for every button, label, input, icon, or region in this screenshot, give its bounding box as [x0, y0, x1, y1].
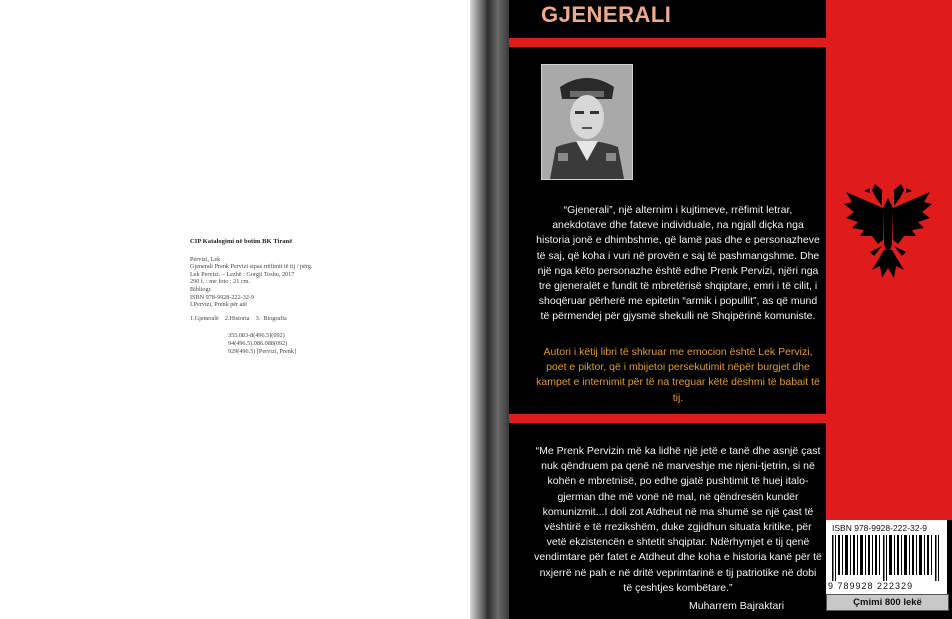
portrait-image [542, 65, 632, 179]
cip-block [190, 238, 380, 355]
cip-page [0, 0, 470, 619]
flag-band-top [826, 0, 952, 38]
cip-subjects: 1.Gjeneralë 2.Historia 3. Biografia [190, 314, 287, 322]
isbn-label: ISBN 978-9928-222-32-9 [832, 523, 927, 533]
cip-class-3: 929(496.5) [Pervizi, Prenk] [228, 347, 297, 355]
general-portrait [541, 64, 633, 180]
cover-quote: “Me Prenk Pervizin më ka lidhë një jetë e tanë dhe asnjë çast nuk qëndruem pa qenë në marveshje me njeni-tjetrin, si në kohën e mbretnisë, po edhe gjatë pushtimit të huej italo-gjerman dhe më vonë në mal, në qëndresën kundër komunizmit...I doli zot Atdheut në ma shumë se një çast të vështirë e të rrezikshëm, duke zgjidhun situata kritike, për vetë ekzistencën e shtetit shqiptar. Ndërhymjet e tij qenë vendimtare për fatet e Atdheut dhe koha e historia kanë për të nxjerrë në pah e në dritë veprimtarinë e tij patriotike në dobi të çeshtjes kombëtare.” [534, 445, 822, 594]
cip-line: Bibliogr. [190, 285, 212, 293]
barcode-digits: 9 789928 222329 [828, 581, 914, 591]
double-headed-eagle-icon [842, 178, 934, 284]
barcode-image [832, 535, 942, 581]
cip-title: CIP Katalogimi në botim BK Tiranë [190, 238, 293, 245]
cover-paragraph-1: “Gjenerali”, një alternim i kujtimeve, rrëfimit letrar, anekdotave dhe fateve individuale, na ngjall diçka nga historia jonë e dhimbshme, që lamë pas dhe e personazheve të saj, që koha i vuri në provën e saj të pashmangshme. Dhe një nga këto personazhe është edhe Prenk Pervizi, njëri nga tre gjeneralët e fundit të mbretërisë shqiptare, emri i të cilit, i shoqëruar përherë me epitetin “armik i popullit”, as që mund të përmendej për gjysmë shekulli në Shqipërinë komuniste. [536, 204, 820, 323]
book-gutter [470, 0, 487, 619]
cip-line: Gjenerali Prenk Pervizi sipas rrëfimit të tij / përg. [190, 263, 313, 271]
flag-band-bottom [826, 423, 952, 520]
red-rule-bottom [509, 414, 952, 423]
cip-class-1: 355.083-8(496.5)(092) [228, 332, 285, 340]
red-rule-top [509, 38, 952, 47]
price-label: Çmimi 800 lekë [826, 594, 949, 611]
cip-class-2: 94(496.5).086.088(092) [228, 339, 288, 347]
cip-line: Pervizi, Lek [190, 255, 221, 263]
quote-author: Muharrem Bajraktari [689, 600, 785, 612]
cip-line: 290 f. : me foto ; 21 cm. [190, 278, 250, 286]
barcode-box [826, 520, 947, 605]
cip-line: Lek Pervizi. – Lezhë : Gorgji Toshu, 2017 [190, 270, 295, 278]
spine-strip [487, 0, 509, 619]
cover-paragraph-2: Autori i këtij libri të shkruar me emocion është Lek Pervizi, poet e piktor, që i mbijetoi persekutimit nëpër burgjet dhe kampet e internimit për të na treguar këtë dëshmi të babait të tij. [536, 346, 820, 404]
cip-line: ISBN 978-9928-222-32-9 [190, 293, 255, 301]
cip-line: I.Pervizi, Prenk për atë [190, 301, 247, 309]
cover-title: GJENERALI [541, 2, 672, 27]
